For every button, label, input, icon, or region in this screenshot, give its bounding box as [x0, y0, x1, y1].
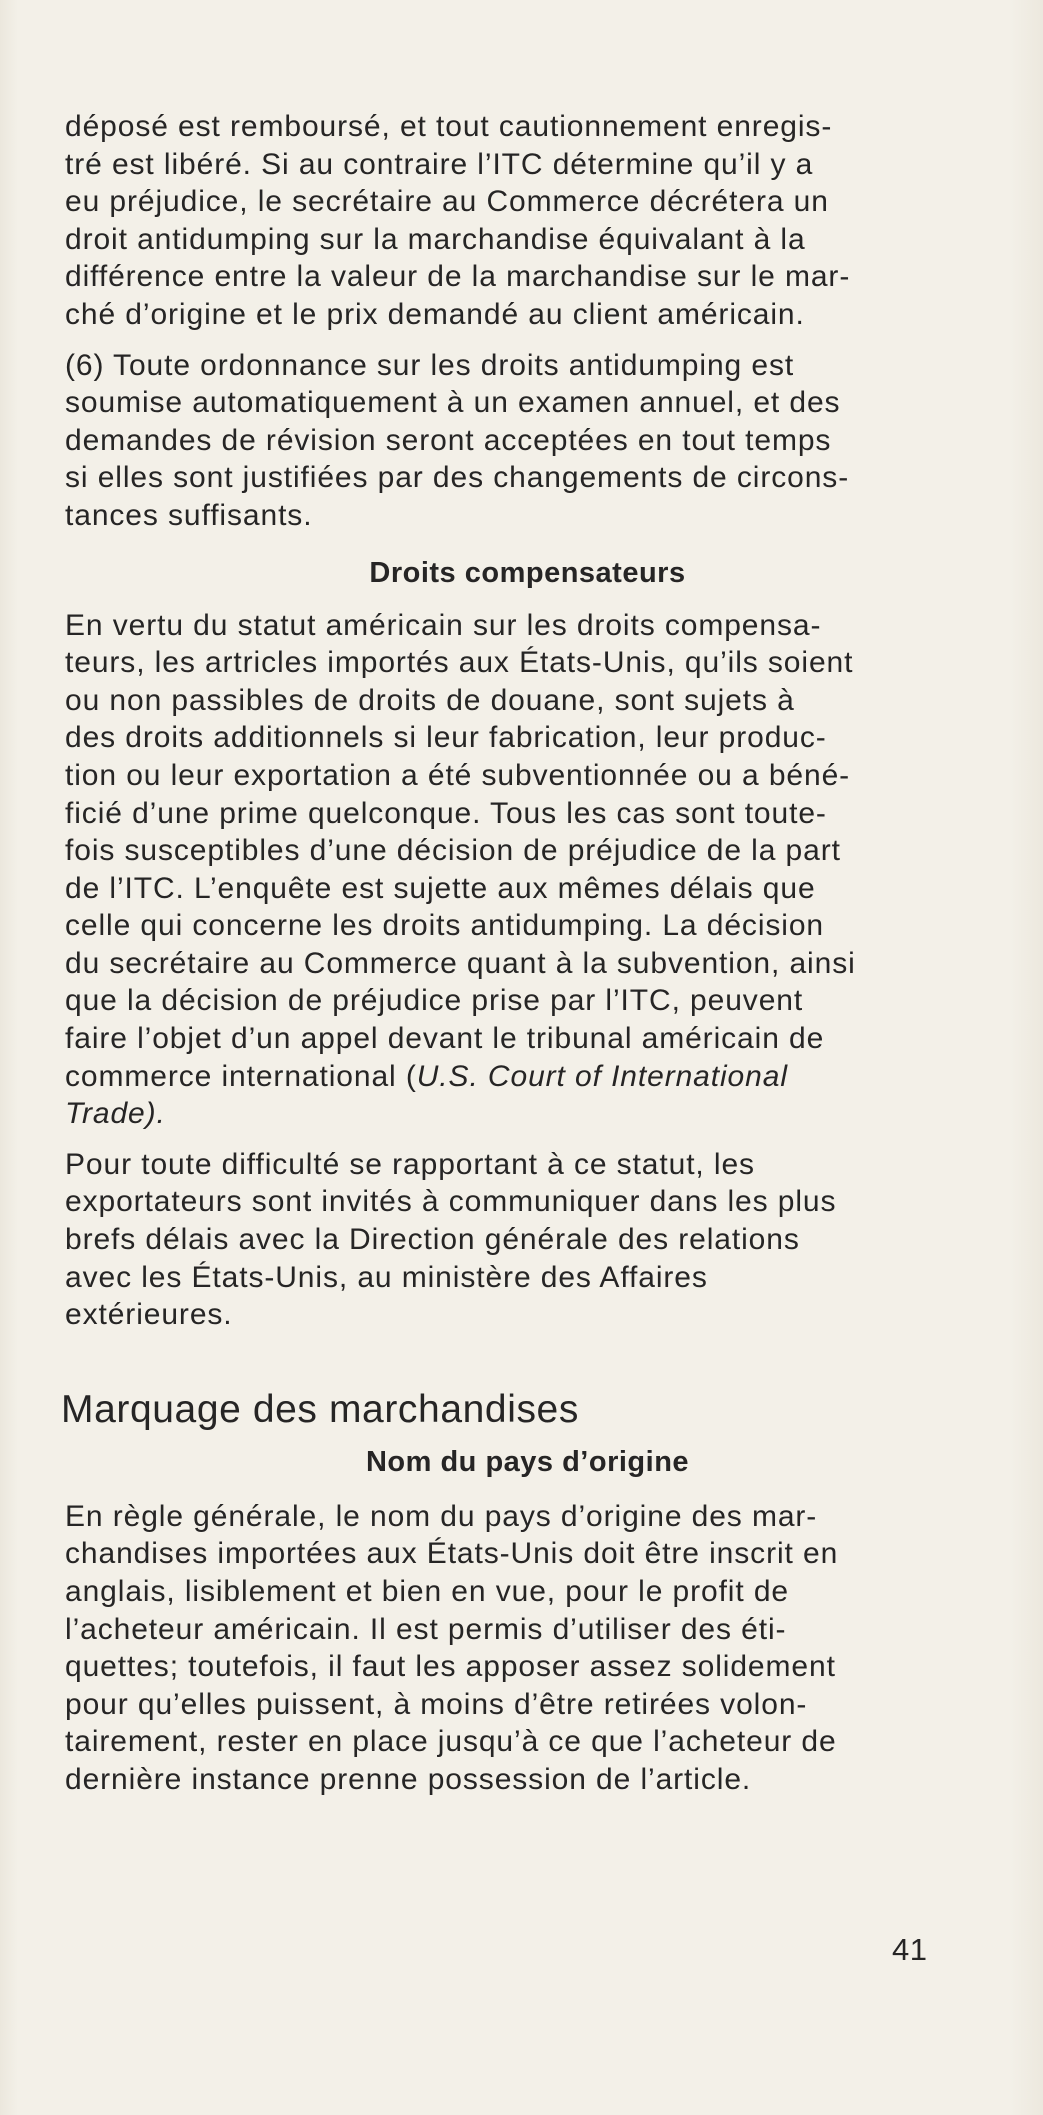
text-line: tairement, rester en place jusqu’à ce que l’acheteur de [65, 1725, 837, 1759]
text-line: tances suffisants. [65, 498, 313, 532]
text-line: différence entre la valeur de la marchandise sur le mar- [65, 260, 851, 294]
text-line: tion ou leur exportation a été subventionnée ou a béné- [65, 758, 851, 792]
text-line: tré est libéré. Si au contraire l’ITC détermine qu’il y a [65, 147, 814, 181]
text-line: teurs, les artricles importés aux États-Unis, qu’ils soient [65, 646, 854, 680]
text-line: anglais, lisiblement et bien en vue, pour le profit de [65, 1575, 790, 1608]
text-line: fois susceptibles d’une décision de préjudice de la part [65, 834, 841, 868]
text-line: si elles sont justifiées par des changements de circons- [65, 461, 850, 495]
subheading-droits-compensateurs: Droits compensateurs [369, 556, 686, 589]
text-line: exportateurs sont invités à communiquer dans les plus [65, 1185, 837, 1219]
text-line: des droits additionnels si leur fabrication, leur produc- [65, 721, 827, 755]
text-line: l’acheteur américain. Il est permis d’utiliser des éti- [65, 1612, 787, 1646]
text-line: déposé est remboursé, et tout cautionnement enregis- [65, 110, 833, 143]
text-line: avec les États-Unis, au ministère des Affaires [65, 1260, 708, 1294]
paragraph-annual-review [65, 347, 990, 535]
text-line: brefs délais avec la Direction générale des relations [65, 1223, 800, 1257]
text-line: droit antidumping sur la marchandise équivalant à la [65, 222, 806, 256]
section-title-marquage: Marquage des marchandises [61, 1387, 579, 1431]
text-line: Pour toute difficulté se rapportant à ce statut, les [65, 1147, 755, 1181]
text-line: chandises importées aux États-Unis doit être inscrit en [65, 1537, 839, 1571]
text-line: extérieures. [65, 1298, 233, 1332]
text-line: soumise automatiquement à un examen annuel, et des [65, 386, 841, 420]
text-line: ficié d’une prime quelconque. Tous les cas sont toute- [65, 796, 827, 830]
text-line: (6) Toute ordonnance sur les droits antidumping est [65, 348, 795, 382]
text-line: dernière instance prenne possession de l’article. [65, 1762, 752, 1796]
text-line [65, 1095, 990, 1133]
text-line: faire l’objet d’un appel devant le tribunal américain de [65, 1022, 825, 1056]
text-line: quettes; toutefois, il faut les apposer assez solidement [65, 1650, 836, 1684]
text-line: ché d’origine et le prix demandé au client américain. [65, 297, 805, 331]
text-line: En vertu du statut américain sur les droits compensa- [65, 608, 822, 642]
text-line: que la décision de préjudice prise par l’ITC, peuvent [65, 984, 804, 1018]
paragraph-contact-direction [65, 1146, 990, 1334]
text-fragment: commerce international ( [65, 1059, 417, 1093]
text-line: de l’ITC. L’enquête est sujette aux mêmes délais que [65, 871, 816, 905]
text-line: demandes de révision seront acceptées en tout temps [65, 423, 832, 457]
italic-court-name-end: Trade). [65, 1097, 166, 1131]
paragraph-antidumping-decision [65, 108, 990, 334]
paragraph-countervailing-duties [65, 607, 990, 1133]
text-line: eu préjudice, le secrétaire au Commerce décrétera un [65, 185, 829, 219]
subheading-pays-origine: Nom du pays d’origine [365, 1445, 690, 1478]
text-line [65, 1058, 990, 1096]
text-line: En règle générale, le nom du pays d’origine des mar- [65, 1499, 818, 1533]
text-line: pour qu’elles puissent, à moins d’être retirées volon- [65, 1687, 808, 1721]
paragraph-country-of-origin [65, 1498, 990, 1799]
text-line: du secrétaire au Commerce quant à la subvention, ainsi [65, 946, 856, 980]
page-number: 41 [892, 1932, 928, 1967]
text-line: ou non passibles de droits de douane, sont sujets à [65, 683, 795, 717]
italic-court-name: U.S. Court of International [416, 1059, 788, 1093]
text-column [61, 108, 990, 1799]
text-line: celle qui concerne les droits antidumping. La décision [65, 909, 825, 943]
